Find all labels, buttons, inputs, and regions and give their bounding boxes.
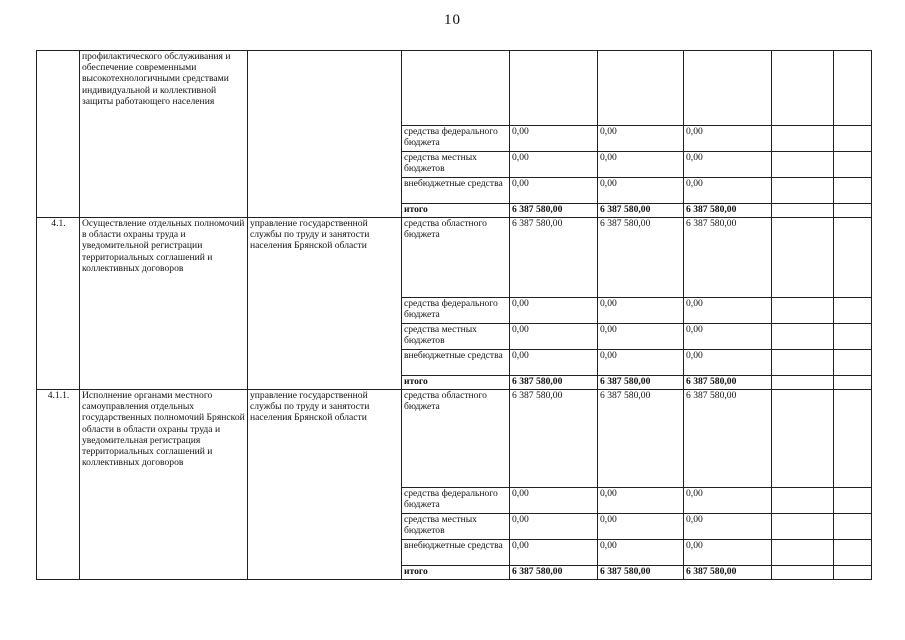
amount-cell: 0,00 (510, 488, 598, 514)
empty-cell (772, 218, 834, 298)
amount-cell: 0,00 (510, 540, 598, 566)
amount-cell: 0,00 (598, 350, 684, 376)
empty-cell (834, 390, 872, 488)
item-number (37, 51, 80, 218)
table-row (37, 51, 872, 126)
amount-cell: 0,00 (684, 350, 772, 376)
funding-source-label (402, 51, 510, 126)
empty-cell (772, 324, 834, 350)
amount-cell: 0,00 (684, 324, 772, 350)
item-executor: управление государственной службы по труду и занятости населения Брянской области (248, 390, 402, 580)
amount-cell: 0,00 (598, 540, 684, 566)
empty-cell (834, 126, 872, 152)
empty-cell (772, 390, 834, 488)
funding-source-label: внебюджетные средства (402, 350, 510, 376)
empty-cell (772, 376, 834, 390)
item-name: профилактического обслуживания и обеспечение современными высокотехнологичными средствами индивидуальной и коллективной защиты работающего населения (80, 51, 248, 218)
amount-cell: 6 387 580,00 (510, 204, 598, 218)
table-row (37, 390, 872, 488)
amount-cell: 6 387 580,00 (598, 566, 684, 580)
amount-cell: 0,00 (684, 298, 772, 324)
amount-cell: 6 387 580,00 (510, 218, 598, 298)
amount-cell: 6 387 580,00 (598, 376, 684, 390)
funding-source-label: средства местных бюджетов (402, 324, 510, 350)
amount-cell: 6 387 580,00 (510, 390, 598, 488)
amount-cell: 6 387 580,00 (684, 218, 772, 298)
empty-cell (772, 540, 834, 566)
empty-cell (834, 350, 872, 376)
funding-source-label: внебюджетные средства (402, 178, 510, 204)
empty-cell (834, 540, 872, 566)
empty-cell (834, 152, 872, 178)
table-body (37, 51, 872, 580)
funding-source-label: внебюджетные средства (402, 540, 510, 566)
empty-cell (772, 350, 834, 376)
amount-cell: 0,00 (598, 324, 684, 350)
amount-cell: 6 387 580,00 (684, 376, 772, 390)
funding-source-label: средства областного бюджета (402, 218, 510, 298)
amount-cell (684, 51, 772, 126)
empty-cell (772, 126, 834, 152)
amount-cell: 6 387 580,00 (684, 204, 772, 218)
empty-cell (834, 488, 872, 514)
empty-cell (772, 298, 834, 324)
amount-cell: 0,00 (598, 178, 684, 204)
empty-cell (834, 324, 872, 350)
empty-cell (834, 514, 872, 540)
funding-source-label: средства областного бюджета (402, 390, 510, 488)
table-row (37, 218, 872, 298)
item-executor: управление государственной службы по труду и занятости населения Брянской области (248, 218, 402, 390)
amount-cell: 0,00 (598, 488, 684, 514)
amount-cell: 6 387 580,00 (598, 204, 684, 218)
empty-cell (772, 514, 834, 540)
item-number: 4.1. (37, 218, 80, 390)
empty-cell (834, 51, 872, 126)
amount-cell: 0,00 (684, 514, 772, 540)
empty-cell (772, 51, 834, 126)
amount-cell: 0,00 (684, 152, 772, 178)
funding-source-label: средства местных бюджетов (402, 514, 510, 540)
empty-cell (834, 218, 872, 298)
amount-cell: 0,00 (510, 324, 598, 350)
page-number: 10 (444, 12, 461, 28)
amount-cell: 6 387 580,00 (598, 218, 684, 298)
amount-cell: 6 387 580,00 (684, 390, 772, 488)
amount-cell: 0,00 (598, 514, 684, 540)
amount-cell: 0,00 (684, 126, 772, 152)
item-name: Исполнение органами местного самоуправления отдельных государственных полномочий Брянской области в области охраны труда и уведомительная регистрация территориальных соглашений и коллективных договоров (80, 390, 248, 580)
funding-source-label: итого (402, 204, 510, 218)
amount-cell: 0,00 (510, 514, 598, 540)
funding-source-label: средства федерального бюджета (402, 126, 510, 152)
amount-cell: 6 387 580,00 (510, 566, 598, 580)
amount-cell: 6 387 580,00 (684, 566, 772, 580)
funding-source-label: итого (402, 566, 510, 580)
amount-cell: 0,00 (510, 350, 598, 376)
amount-cell: 0,00 (510, 178, 598, 204)
empty-cell (834, 204, 872, 218)
amount-cell: 0,00 (510, 152, 598, 178)
item-executor (248, 51, 402, 218)
item-name: Осуществление отдельных полномочий в области охраны труда и уведомительной регистрации территориальных соглашений и коллективных договоров (80, 218, 248, 390)
amount-cell (510, 51, 598, 126)
empty-cell (772, 566, 834, 580)
empty-cell (834, 178, 872, 204)
amount-cell: 0,00 (684, 488, 772, 514)
amount-cell: 6 387 580,00 (510, 376, 598, 390)
amount-cell (598, 51, 684, 126)
empty-cell (772, 204, 834, 218)
empty-cell (834, 566, 872, 580)
amount-cell: 0,00 (598, 298, 684, 324)
funding-source-label: средства федерального бюджета (402, 488, 510, 514)
funding-source-label: итого (402, 376, 510, 390)
funding-source-label: средства местных бюджетов (402, 152, 510, 178)
empty-cell (772, 152, 834, 178)
empty-cell (834, 376, 872, 390)
amount-cell: 0,00 (598, 126, 684, 152)
empty-cell (772, 178, 834, 204)
funding-source-label: средства федерального бюджета (402, 298, 510, 324)
amount-cell: 0,00 (684, 540, 772, 566)
amount-cell: 0,00 (684, 178, 772, 204)
amount-cell: 0,00 (510, 298, 598, 324)
amount-cell: 0,00 (510, 126, 598, 152)
empty-cell (834, 298, 872, 324)
amount-cell: 6 387 580,00 (598, 390, 684, 488)
budget-table (36, 50, 872, 580)
amount-cell: 0,00 (598, 152, 684, 178)
empty-cell (772, 488, 834, 514)
item-number: 4.1.1. (37, 390, 80, 580)
